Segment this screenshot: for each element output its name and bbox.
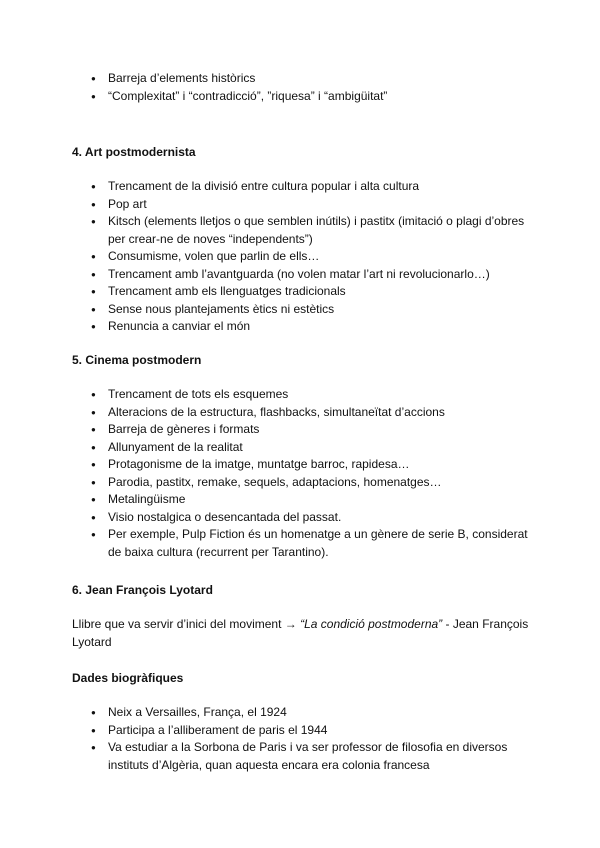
list-item: ● Per exemple, Pulp Fiction és un homenatge a un gènere de serie B, considerat de baixa cultura (recurrent per Tarantino). [72, 526, 532, 561]
biography-list [72, 704, 532, 774]
section-heading-art-postmodernista: 4. Art postmodernista [72, 145, 196, 159]
list-item: ● Metalingüisme [72, 491, 532, 509]
list-item: ● Consumisme, volen que parlin de ells… [72, 248, 532, 266]
list-item: ● Trencament de tots els esquemes [72, 386, 532, 404]
list-item: ● Barreja d’elements històrics [72, 70, 532, 88]
list-item: ● Barreja de gèneres i formats [72, 421, 532, 439]
list-item: ● “Complexitat” i “contradicció”, ”riquesa” i “ambigüitat” [72, 88, 532, 106]
list-item: ● Neix a Versailles, França, el 1924 [72, 704, 532, 722]
list-item: ● Participa a l’alliberament de paris el 1944 [72, 722, 532, 740]
section-heading-lyotard: 6. Jean François Lyotard [72, 583, 213, 597]
list-item: ● Trencament amb l’avantguarda (no volen matar l’art ni revolucionarlo…) [72, 266, 532, 284]
intro-bullet-list [72, 70, 532, 105]
book-title: “La condició postmoderna” [300, 617, 443, 631]
list-item: ● Renuncia a canviar el món [72, 318, 532, 336]
list-item: ● Protagonisme de la imatge, muntatge barroc, rapidesa… [72, 456, 532, 474]
list-item: ● Pop art [72, 196, 532, 214]
section-heading-cinema-postmodern: 5. Cinema postmodern [72, 353, 202, 367]
paragraph-text-after: - Jean François Lyotard [72, 617, 529, 649]
list-item: ● Alteracions de la estructura, flashbacks, simultaneïtat d’accions [72, 404, 532, 422]
list-item: ● Kitsch (elements lletjos o que semblen inútils) i pastitx (imitació o plagi d’obres per crear-ne de noves “independents”) [72, 213, 532, 248]
list-item: ● Va estudiar a la Sorbona de Paris i va ser professor de filosofia en diversos instituts d’Algèria, quan aquesta encara era colonia francesa [72, 739, 532, 774]
art-postmodernista-list [72, 178, 532, 336]
paragraph-text-before: Llibre que va servir d’inici del moviment → [72, 617, 301, 631]
list-item: ● Allunyament de la realitat [72, 439, 532, 457]
lyotard-paragraph [72, 616, 532, 651]
list-item: ● Visio nostalgica o desencantada del passat. [72, 509, 532, 527]
list-item: ● Trencament amb els llenguatges tradicionals [72, 283, 532, 301]
list-item: ● Trencament de la divisió entre cultura popular i alta cultura [72, 178, 532, 196]
section-heading-dades-biografiques: Dades biogràfiques [72, 671, 184, 685]
list-item: ● Parodia, pastitx, remake, sequels, adaptacions, homenatges… [72, 474, 532, 492]
list-item: ● Sense nous plantejaments ètics ni estètics [72, 301, 532, 319]
cinema-postmodern-list [72, 386, 532, 561]
